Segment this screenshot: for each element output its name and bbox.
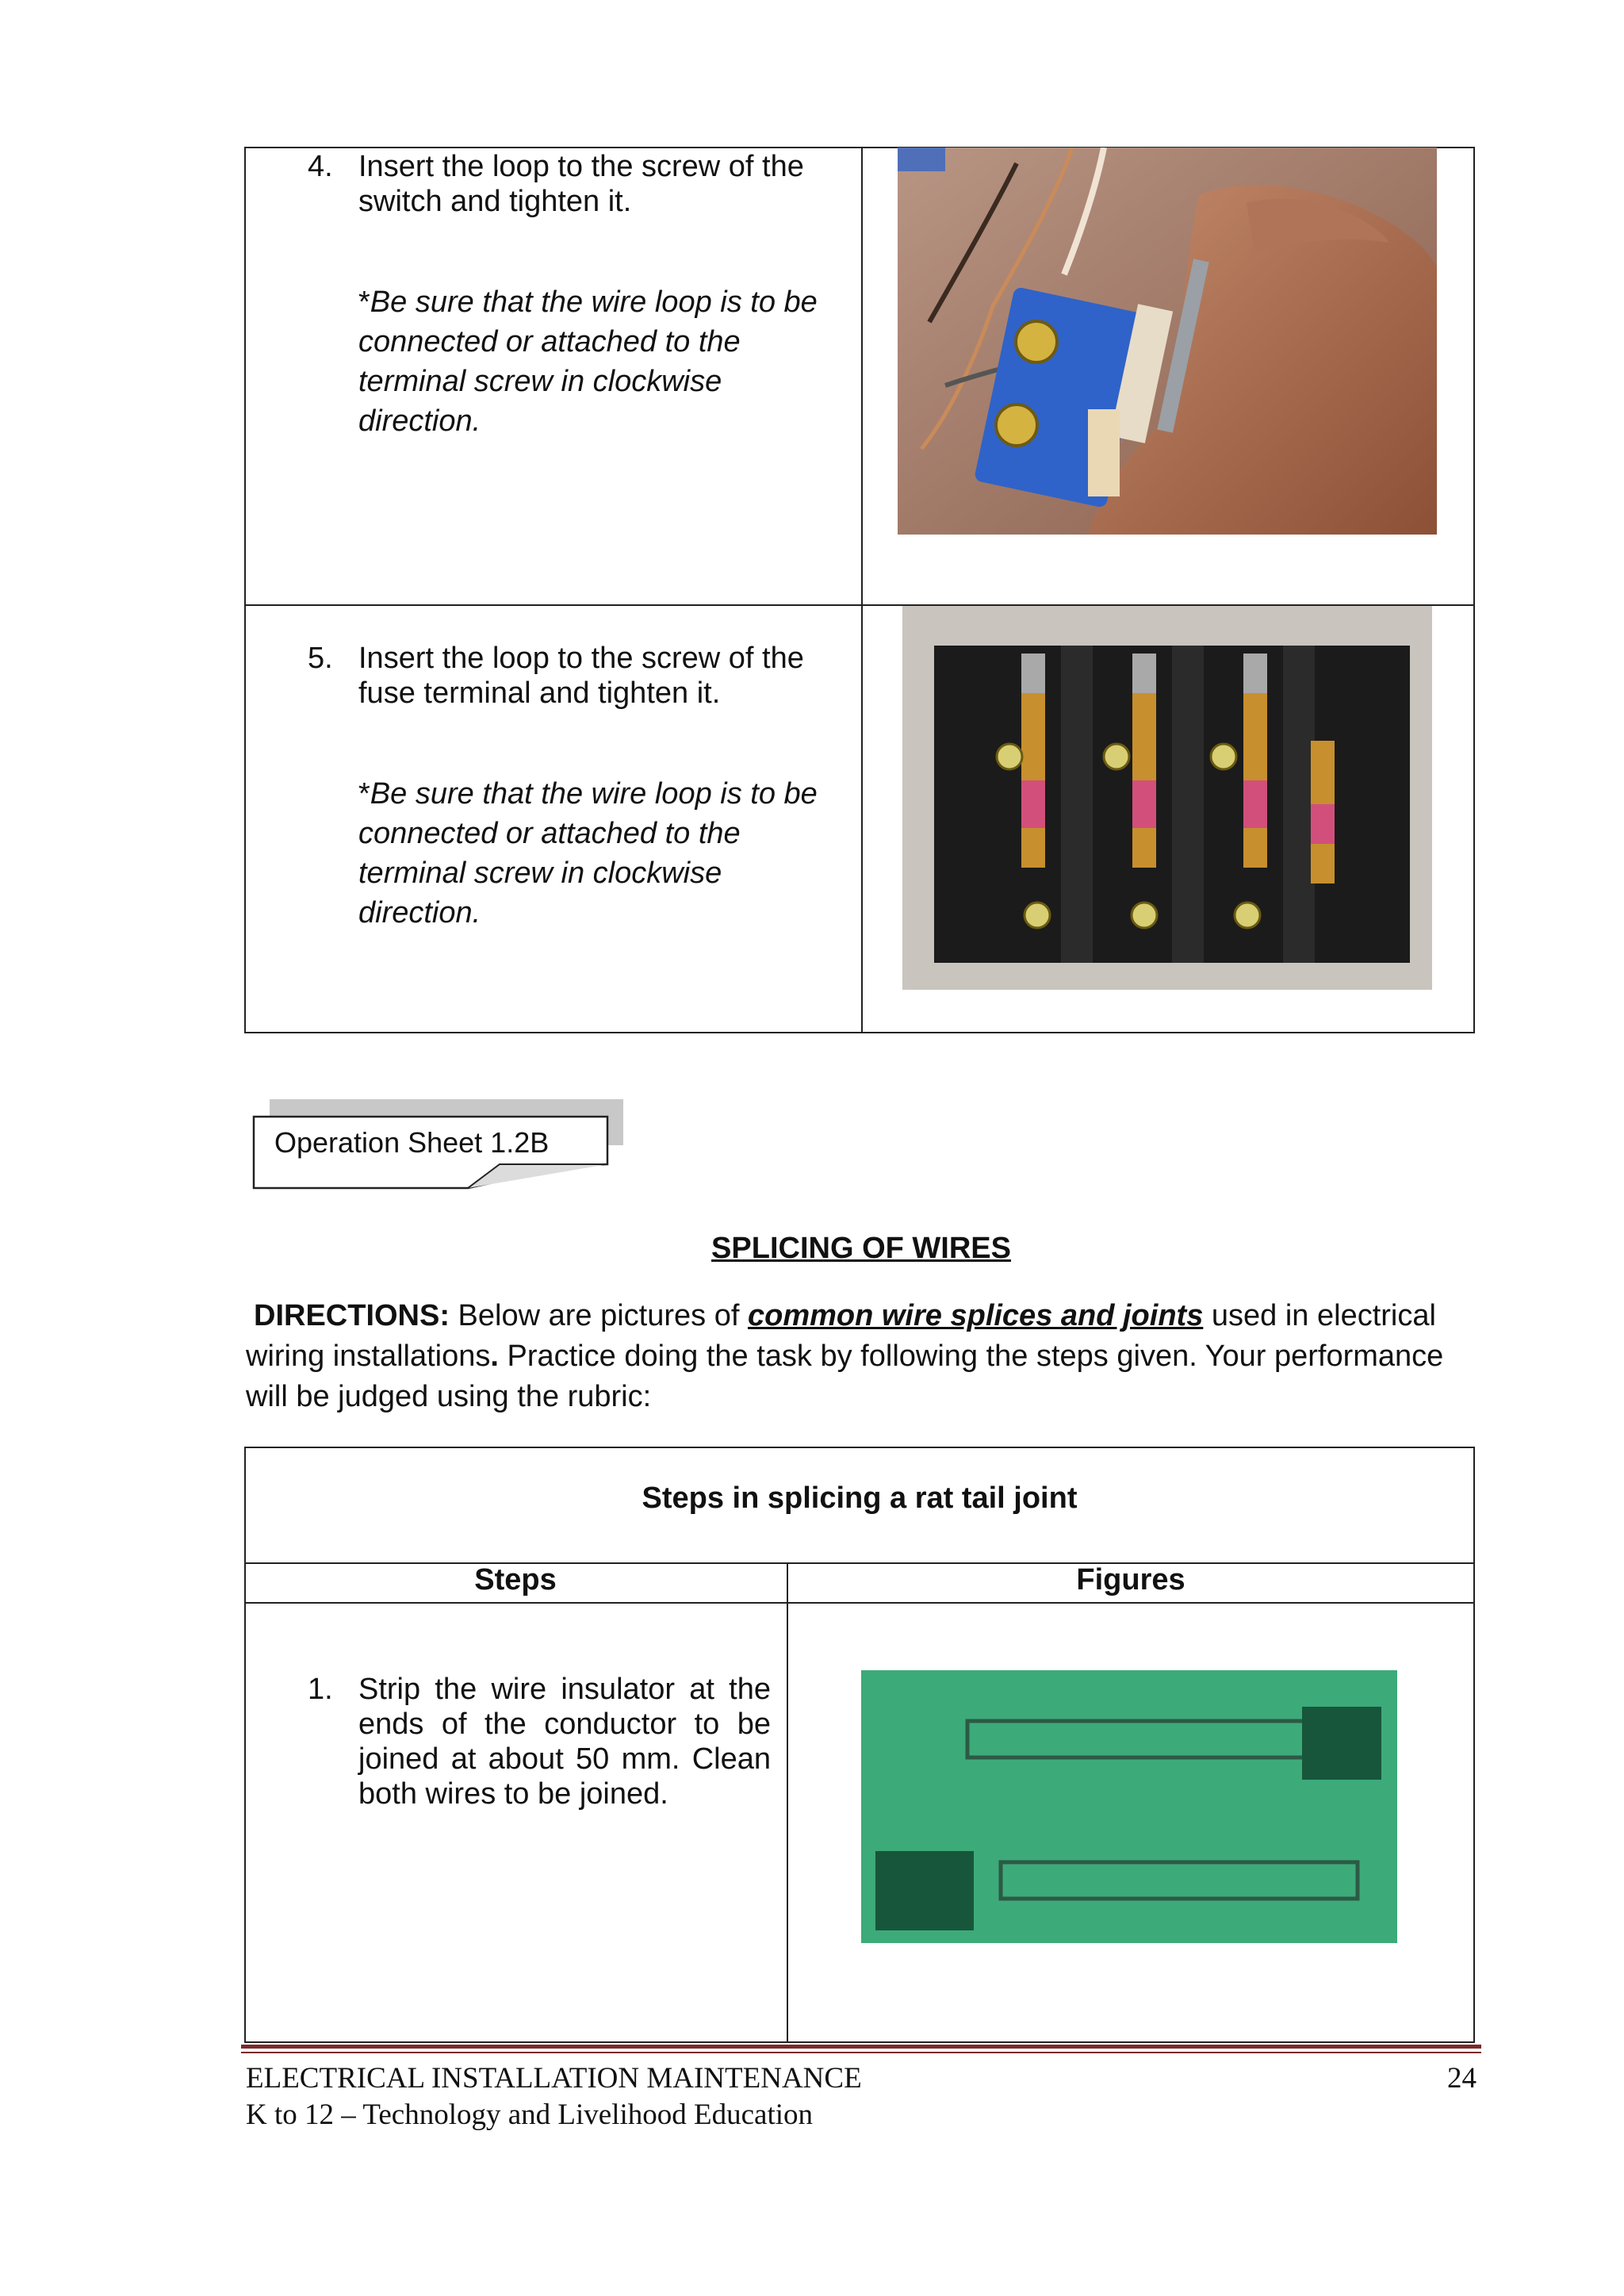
footer-title: ELECTRICAL INSTALLATION MAINTENANCE: [246, 2062, 862, 2095]
directions-label: DIRECTIONS:: [254, 1299, 450, 1332]
splice-table-title: Steps in splicing a rat tail joint: [642, 1481, 1078, 1515]
stripped-wires-figure: [861, 1670, 1397, 1943]
step-number: 1.: [308, 1673, 333, 1706]
step-number: 4.: [308, 150, 333, 183]
column-header-steps: Steps: [474, 1563, 557, 1596]
step-text: Insert the loop to the screw of the switch and tighten it.: [358, 150, 804, 218]
footer-subtitle: K to 12 – Technology and Livelihood Education: [246, 2099, 814, 2131]
page-number: 24: [1447, 2062, 1477, 2095]
step-note: *Be sure that the wire loop is to be connected or attached to the terminal screw in clockwise direction.: [358, 286, 818, 438]
fuse-block-photo: [902, 606, 1432, 990]
directions-emphasis: common wire splices and joints: [747, 1299, 1204, 1332]
table-column-divider: [861, 147, 863, 1033]
column-header-figures: Figures: [1076, 1563, 1185, 1596]
step-number: 5.: [308, 642, 333, 675]
switch-photo: [898, 148, 1437, 535]
step-note: *Be sure that the wire loop is to be connected or attached to the terminal screw in clockwise direction.: [358, 777, 818, 930]
step-text: Strip the wire insulator at the ends of the conductor to be joined at about 50 mm. Clean both wires to be joined.: [358, 1673, 771, 1811]
section-title: SPLICING OF WIRES: [711, 1232, 1011, 1265]
directions-paragraph: DIRECTIONS: Below are pictures of common wire splices and joints used in electrical wiring installations. Practice doing the task by following the steps given. Your performance will be judged using the rubric:: [246, 1299, 1444, 1413]
table-column-divider: [787, 1562, 788, 2043]
footer-rule-thin: [241, 2052, 1481, 2053]
operation-sheet-label: Operation Sheet 1.2B: [274, 1126, 550, 1159]
footer-rule: [241, 2045, 1481, 2049]
step-text: Insert the loop to the screw of the fuse terminal and tighten it.: [358, 642, 804, 710]
table-row-divider: [244, 1602, 1475, 1604]
